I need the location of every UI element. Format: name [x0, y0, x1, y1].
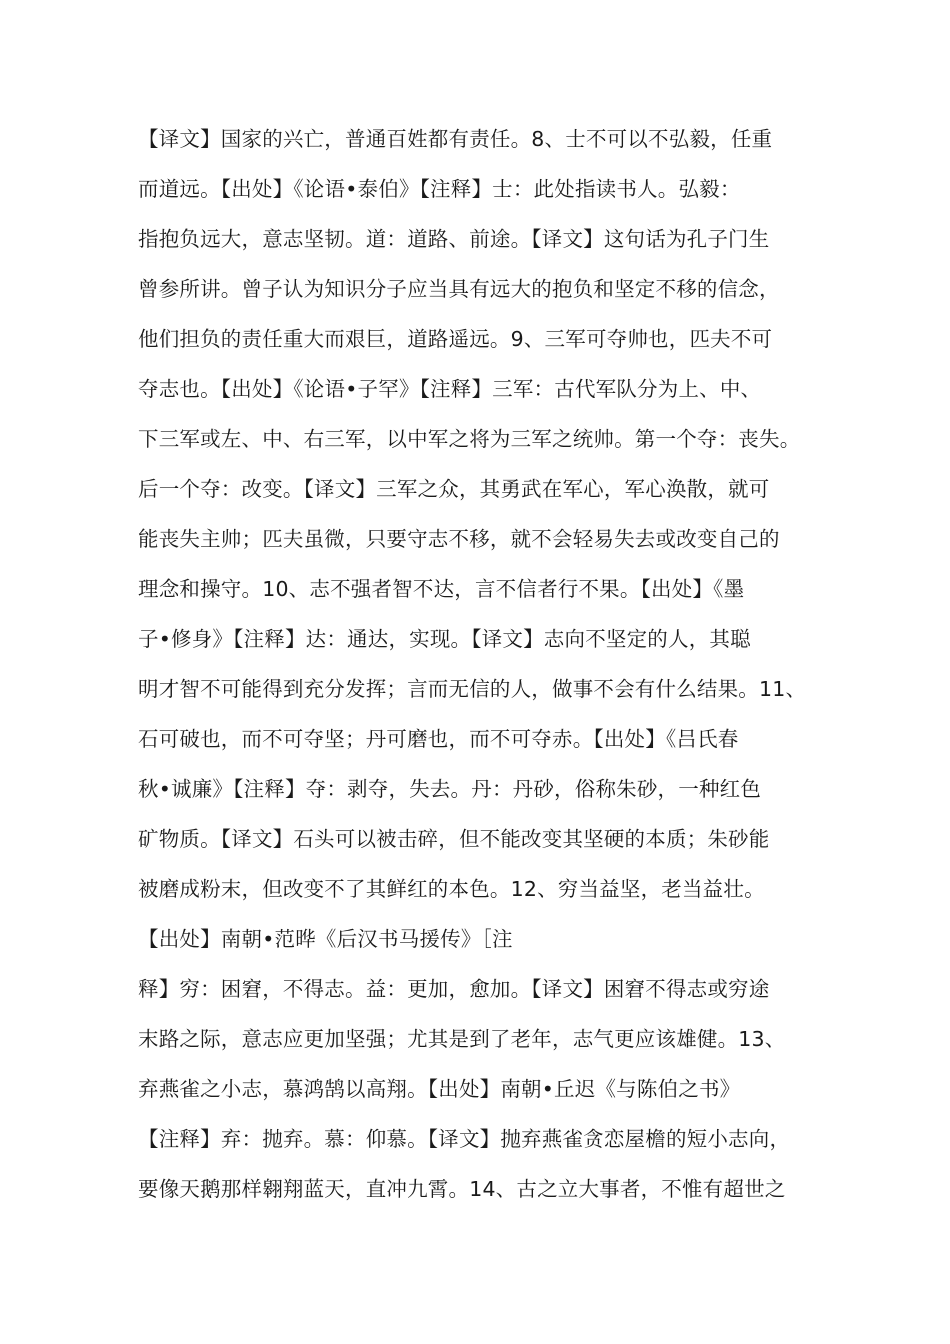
- text-line: 曾参所讲。曾子认为知识分子应当具有远大的抱负和坚定不移的信念，: [138, 277, 780, 301]
- text-line: 夺志也。【出处】《论语•子罕》【注释】三军：古代军队分为上、中、: [138, 377, 762, 401]
- text-line: 能丧失主帅；匹夫虽微，只要守志不移，就不会轻易失去或改变自己的: [138, 527, 780, 551]
- text-line: 被磨成粉末，但改变不了其鲜红的本色。12、穷当益坚，老当益壮。: [138, 877, 765, 901]
- text-line: 子•修身》【注释】达：通达，实现。【译文】志向不坚定的人，其聪: [138, 627, 751, 651]
- text-line: 弃燕雀之小志，慕鸿鹄以高翔。【出处】南朝•丘迟《与陈伯之书》: [138, 1077, 741, 1101]
- text-line: 石可破也，而不可夺坚；丹可磨也，而不可夺赤。【出处】《吕氏春: [138, 727, 739, 751]
- body-text: [138, 114, 818, 1214]
- text-line: 末路之际，意志应更加坚强；尤其是到了老年，志气更应该雄健。13、: [138, 1027, 786, 1051]
- text-line: 下三军或左、中、右三军，以中军之将为三军之统帅。第一个夺：丧失。: [138, 427, 801, 451]
- text-line: 矿物质。【译文】石头可以被击碎，但不能改变其坚硬的本质；朱砂能: [138, 827, 770, 851]
- text-line: 指抱负远大，意志坚韧。道：道路、前途。【译文】这句话为孔子门生: [138, 227, 770, 251]
- text-line: 后一个夺：改变。【译文】三军之众，其勇武在军心，军心涣散，就可: [138, 477, 770, 501]
- text-line: 秋•诚廉》【注释】夺：剥夺，失去。丹：丹砂，俗称朱砂，一种红色: [138, 777, 762, 801]
- text-line: 理念和操守。10、志不强者智不达，言不信者行不果。【出处】《墨: [138, 577, 745, 601]
- text-line: 【译文】国家的兴亡，普通百姓都有责任。8、士不可以不弘毅，任重: [138, 127, 773, 151]
- text-line: 他们担负的责任重大而艰巨，道路遥远。9、三军可夺帅也，匹夫不可: [138, 327, 773, 351]
- text-line: 【出处】南朝•范晔《后汉书马援传》［注: [138, 927, 513, 951]
- text-line: 而道远。【出处】《论语•泰伯》【注释】士：此处指读书人。弘毅：: [138, 177, 741, 201]
- text-line: 要像天鹅那样翱翔蓝天，直冲九霄。14、古之立大事者，不惟有超世之: [138, 1177, 786, 1201]
- text-line: 【注释】弃：抛弃。慕：仰慕。【译文】抛弃燕雀贪恋屋檐的短小志向，: [138, 1127, 791, 1151]
- text-line: 明才智不可能得到充分发挥；言而无信的人，做事不会有什么结果。11、: [138, 677, 807, 701]
- text-line: 释】穷：困窘，不得志。益：更加，愈加。【译文】困窘不得志或穷途: [138, 977, 770, 1001]
